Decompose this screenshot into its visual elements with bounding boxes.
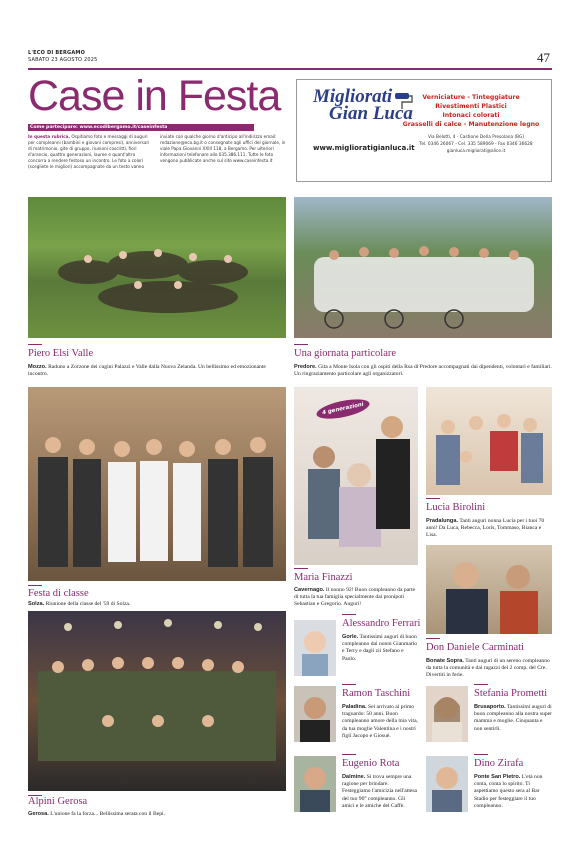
- story-caption: [28, 364, 286, 378]
- ad-url[interactable]: www.miglioratigianluca.it: [313, 144, 415, 152]
- ad-contact: [411, 134, 541, 155]
- photo-ramon-taschini: [294, 686, 336, 742]
- group-photo-illustration: [28, 197, 286, 338]
- story-place: Pradalunga.: [426, 518, 459, 524]
- story-caption: [342, 634, 418, 663]
- story-name: Alpini Gerosa: [28, 796, 88, 807]
- story-text: Gita a Monte Isola con gli ospiti della Rsa di Predore accompagnati dai dipendenti, volontari e familiari. Un ringraziamento particolare agli organizzatori.: [294, 364, 552, 378]
- intro-col-1: [28, 134, 154, 170]
- story-name: Ramon Taschini: [342, 688, 411, 699]
- story-name: Eugenio Rota: [342, 758, 400, 769]
- ad-services: [401, 93, 541, 129]
- ad-brand-2: Gian Luca: [329, 103, 413, 124]
- caption-rule: [426, 638, 440, 639]
- caption-rule: [342, 754, 356, 755]
- participate-link[interactable]: Come partecipare: www.ecodibergamo.it/caseinfesta: [28, 124, 254, 131]
- paper-name: L'ECO DI BERGAMO: [28, 50, 86, 56]
- story-caption: [426, 518, 552, 540]
- portrait-illustration: [294, 686, 336, 742]
- photo-una-giornata-particolare: [294, 197, 552, 338]
- story-name: Maria Finazzi: [294, 572, 353, 583]
- story-text: Riunione della classe del '59 di Solza.: [45, 601, 131, 607]
- family-photo-illustration: [294, 387, 418, 565]
- group-photo-illustration: [28, 611, 286, 791]
- caption-rule: [294, 344, 308, 345]
- story-caption: [342, 774, 418, 810]
- header-rule: [28, 68, 552, 70]
- story-place: Brusaporto.: [474, 704, 506, 710]
- photo-alessandro-ferrari: [294, 620, 336, 676]
- story-text: Si trova sempre una ragione per brindare. Festeggiamo l'amicizia nell'attesa del tuo 90° compleanno. Gli amici e le amiche del Caffè.: [342, 774, 418, 809]
- photo-eugenio-rota: [294, 756, 336, 812]
- story-caption: [342, 704, 418, 740]
- story-text: Tantissimi auguri di buon compleanno alla nostra super mamma e moglie. Cinquanta e non sentirli.: [474, 704, 552, 732]
- intro-lead: In questa rubrica.: [28, 134, 71, 139]
- photo-lucia-birolini: [426, 387, 552, 495]
- story-name: Stefania Prometti: [474, 688, 548, 699]
- story-text: Tanti auguri di un sereno compleanno da tutta la comunità e dai ragazzi del 2 comp. del Cre. Divertiti in ferie.: [426, 658, 550, 679]
- story-text: Sei arrivato al primo traguardo: 50 anni. Buon compleanno amore della mia vita, da tua moglie Valentina e i nostri figli Jacopo e Giosuè.: [342, 704, 418, 739]
- story-name: Piero Elsi Valle: [28, 348, 94, 359]
- story-name: Lucia Birolini: [426, 502, 486, 513]
- caption-rule: [294, 568, 308, 569]
- masthead: [28, 50, 98, 63]
- photo-stefania-prometti: [426, 686, 468, 742]
- ad-address: Via Belotti, 4 - Castione Della Presolana (BG): [427, 135, 525, 140]
- ad-service: Grasselli di calce - Manutenzione legno: [402, 121, 540, 128]
- story-name: Alessandro Ferrari: [342, 618, 421, 629]
- caption-rule: [342, 684, 356, 685]
- story-text: Tanti auguri nonna Lucia per i tuoi 70 anni! Da Luca, Rebecca, Loris, Tommaso, Bianca e Lisa.: [426, 518, 545, 539]
- intro-text-1: Ospitiamo foto e messaggi di auguri per compleanni (bambini e giovani compresi), anniversari di matrimonio, gite di gruppo, riunioni coscritti, fiori d'arancio, quattro generazioni, lauree e quant'altro concorra a rendere festoso un incontro. Le foto a colori (scegliete le migliori) accompagnate da un testo vanno: [28, 134, 150, 169]
- family-photo-illustration: [426, 387, 552, 495]
- issue-date: SABATO 23 AGOSTO 2025: [28, 57, 98, 63]
- portrait-illustration: [294, 756, 336, 812]
- story-name: Don Daniele Carminati: [426, 642, 524, 653]
- story-name: Una giornata particolare: [294, 348, 397, 359]
- caption-rule: [28, 344, 42, 345]
- ad-phones: Tel. 0346 26067 - Cel. 335 589069 - Fax 0346 36628: [419, 142, 533, 147]
- advertisement[interactable]: [296, 79, 552, 182]
- ad-email: gianluca.migliorati@alice.it: [446, 149, 506, 154]
- photo-don-daniele-carminati: [426, 545, 552, 634]
- photo-maria-finazzi: [294, 387, 418, 565]
- story-text: Tantissimi auguri di buon compleanno dai nonni Gianmario e Terry e dagli zii Stefano e Paolo.: [342, 634, 418, 662]
- story-caption: [294, 587, 418, 609]
- section-title: Case in Festa: [28, 72, 281, 120]
- ad-service: Rivestimenti Plastici: [435, 103, 507, 110]
- story-caption: [474, 774, 552, 810]
- child-portrait-illustration: [294, 620, 336, 676]
- ad-service: Verniciature - Tinteggiature: [422, 94, 520, 101]
- story-place: Predore.: [294, 364, 317, 370]
- caption-rule: [28, 585, 42, 586]
- story-place: Bonate Sopra.: [426, 658, 464, 664]
- caption-rule: [474, 684, 488, 685]
- story-place: Dalmine.: [342, 774, 366, 780]
- caption-rule: [426, 498, 440, 499]
- story-text: Il nonno 92! Buon compleanno da parte di tutta la tua famiglia specialmente dai pronipoti Sebastian e Gregorio. Auguri!: [294, 587, 416, 608]
- story-name: Dino Zirafa: [474, 758, 524, 769]
- photo-festa-di-classe: [28, 387, 286, 581]
- story-place: Gorle.: [342, 634, 359, 640]
- story-place: Ponte San Pietro.: [474, 774, 521, 780]
- photo-dino-zirafa: [426, 756, 468, 812]
- story-caption: [28, 601, 286, 608]
- story-caption: [474, 704, 552, 733]
- story-text: Raduno a Zorzone dei cugini Palazzi e Valle dalla Nuova Zelanda. Un bellissimo ed emozionante incontro.: [28, 364, 266, 378]
- portrait-illustration: [426, 686, 468, 742]
- page-number: 47: [537, 50, 550, 65]
- group-photo-illustration: [294, 197, 552, 338]
- story-place: Solza.: [28, 601, 45, 607]
- four-generations-badge: 4 generazioni: [315, 396, 371, 423]
- story-place: Gerosa.: [28, 811, 49, 817]
- photo-piero-elsi-valle: [28, 197, 286, 338]
- ad-service: Intonaci colorati: [442, 112, 500, 119]
- caption-rule: [474, 754, 488, 755]
- story-text: L'unione fa la forza... Bellissima serata con il Bepi.: [50, 811, 165, 817]
- caption-rule: [342, 614, 356, 615]
- portrait-illustration: [426, 545, 552, 634]
- photo-alpini-gerosa: [28, 611, 286, 791]
- group-photo-illustration: [28, 387, 286, 581]
- story-name: Festa di classe: [28, 588, 89, 599]
- story-caption: [294, 364, 552, 378]
- story-place: Paladina.: [342, 704, 367, 710]
- ad-brand-1: Migliorati: [313, 86, 393, 107]
- story-caption: [426, 658, 552, 680]
- story-place: Cavernago.: [294, 587, 325, 593]
- intro-col-2: inviate con qualche giorno d'anticipo all'indirizzo email: redazione@eco.bg.it o consegnate agli uffici del giornale, in viale Papa Giovanni XXIII 118, a Bergamo. Per ulteriori informazioni telefonare allo 035.386.111. Tutte le foto vengono pubblicate anche sul sito www.caseinfesta.it: [160, 134, 286, 163]
- story-place: Mozzo.: [28, 364, 47, 370]
- story-text: L'età non conta, conta lo spirito. Ti aspettiamo questo sera al Bar Stadio per festeggiare il tuo compleanno.: [474, 774, 543, 809]
- portrait-illustration: [426, 756, 468, 812]
- story-caption: [28, 811, 286, 818]
